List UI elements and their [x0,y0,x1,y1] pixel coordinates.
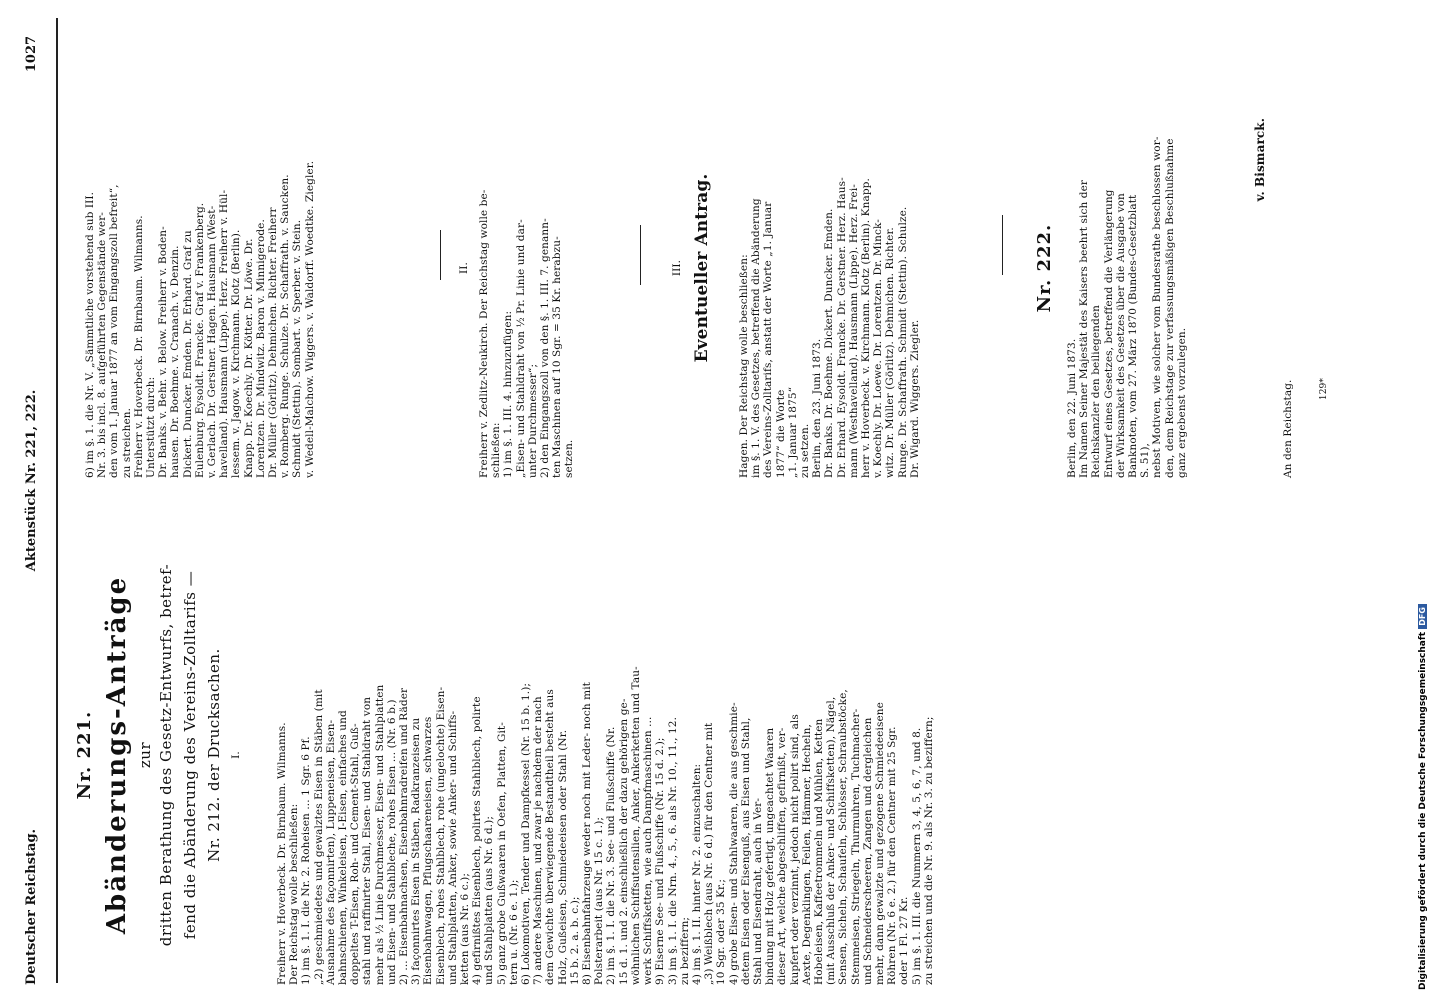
text-line: Unterstützt durch: [145,376,158,478]
left-title-block [72,525,246,985]
nr-221: Nr. 221. [74,710,95,800]
text-line: lessem. v. Jagow. v. Kirchmann. Klotz (Berlin). [230,229,243,478]
text-line: Hagen. Der Reichstag wolle beschließen: [738,254,750,478]
text-line: 4) im §. 1. II. hinter Nr. 2. einzuschalten: [690,763,703,985]
text-line: Berlin, den 23. Juni 1873. [811,338,824,478]
text-line: (mit Ausschluß der Anker- und Schiffsketten), Nägel, [825,696,838,985]
page-header [24,25,39,985]
text-line: Lorentzen. Dr. Mindwitz. Baron v. Minnigerode. [254,219,267,478]
text-line: 8) Eisenbahnfahrzeuge weder noch mit Leder- noch mit [581,682,594,985]
text-line: und Schneiderscheeren, Zangen und dergleichen [861,717,874,985]
text-line: den, dem Reichstage zur verfassungsmäßigen Beschlußnahme [1163,138,1176,478]
text-line: Reichskanzler den beiliegenden [1090,304,1103,478]
signature: v. Bismarck. [1253,118,1267,202]
text-line: stahl und raffinirter Stahl, Eisen- und Stahldraht von [361,696,374,985]
text-line: 2) im §. 1. I. die Nr. 3. See- und Flußschiffe (Nr. [605,726,618,985]
page-number: 1027 [24,35,39,73]
text-line: bindung mit Holz gefertigt, ungeachtet Waaren [764,727,777,985]
text-line: der Wirksamkeit des Gesetzes über die Ausgabe von [1114,193,1127,478]
text-line: ketten (aus Nr. 6 c.); [459,873,472,985]
text-line: zu streichen und die Nr. 9. als Nr. 3. zu beziffern; [922,716,935,985]
separator-rule-1 [440,230,441,280]
text-line: 3) im §. 1. I. die Nrn. 4., 5., 6. als Nr. 10., 11., 12. [666,716,679,985]
right-top-text [84,58,316,478]
text-line: 6) Lokomotiven, Tender und Dampfkessel (Nr. 15 b. 1.); [520,682,533,985]
section-i: I. [230,751,242,759]
text-line: 7) andere Maschinen, und zwar je nachdem der nach [532,696,545,985]
text-line: Ausnahme des façonnirten), Luppeneisen, Eisen- [324,719,337,985]
text-line: wöhnlichen Schiffsutensilien, Anker, Ankerketten und Tau- [629,666,642,985]
section-ii: II. [458,262,470,274]
text-line: Polsterarbeit (aus Nr. 15 c. 1.); [593,816,606,985]
header-middle: Aktenstück Nr. 221, 222. [24,389,39,572]
text-line: Schmidt (Stettin). Sombart. v. Sperber. v. Stein. [291,219,304,478]
text-line: 1) im §. 1. I. die Nr. 2. Roheisen ... 1 Sgr. 6 Pf. [300,736,313,985]
text-line: Freiherr v. Hoverbeck. Dr. Birnbaum. Wilmanns. [132,215,145,478]
text-line: schließen: [490,422,503,478]
text-line: mann (Westhavelland). Hausmann (Lippe). Herz. Frei- [847,184,860,478]
subtitle-line-2: fend die Abänderung des Vereins-Zolltarifs — [181,570,199,940]
text-line: Runge. Dr. Schaffrath. Schmidt (Stettin). Schulze. [896,206,909,478]
dfg-sidebar-text: Digitalisierung gefördert durch die Deutsche Forschungsgemeinschaft [1418,631,1428,990]
text-line: 3) façonnirtes Eisen in Stäben, Radkranzeisen zu [410,717,423,985]
text-line: Eisenblech, rohes Stahlblech, rohe (ungelochte) Eisen- [434,686,447,985]
text-line: und Eisen- und Stahlbleche, rohes Eisen ... (Nr. 6 b.) [385,699,398,985]
separator-rule-2 [640,225,641,285]
text-line: v. Koechly. Dr. Loewe. Dr. Lorentzen. Dr. Minck- [872,219,885,478]
text-line: im §. 1. V. des Gesetzes, betreffend die Abänderung [750,198,763,478]
text-line: und Stahlplatten (aus Nr. 6 d.); [483,816,496,985]
text-line: bahnschienen, Winkeleisen, I-Eisen, einfaches und [337,710,350,985]
text-line: Eulenburg. Eysoldt. Francke. Graf v. Frankenberg. [193,202,206,478]
text-line: zu setzen. [799,423,812,478]
text-line: Eisenbahnwagen, Pflugschaareneisen, schwarzes [422,716,435,985]
text-line: 1) im §. 1. III. 4. hinzuzufügen: [502,310,515,478]
header-left: Deutscher Reichstag. [24,828,39,985]
text-line: v. Gerlach. Dr. Gerstner. Hagen. Hausmann (West- [206,205,219,478]
text-line: „1. Januar 1875“ [786,386,799,478]
text-line: 1877“ die Worte [774,389,787,478]
text-line: witz. Dr. Müller (Görlitz). Dehmichen. Richter. [884,227,897,478]
nr-222: Nr. 222. [1034,223,1055,313]
text-line: mehr, dann gewalzte und gezogene Schmiedeeisene [873,702,886,985]
text-line: 10 Sgr. oder 35 Kr.; [715,878,728,985]
text-line: 15 b. 2. a. b. c.); [568,896,581,985]
text-line: Dr. Banks. Dr. Boehme. Dickert. Duncker. Emden. [823,208,836,478]
dfg-sidebar [1418,604,1428,990]
text-line: 5) ganz grobe Gußwaaren in Oefen, Platten, Git- [495,722,508,985]
text-line: herr v. Hoverbeck. v. Kirchmann. Klotz (Berlin). Knapp. [860,178,873,478]
text-line: zu streichen. [120,407,133,478]
text-line: Banknoten, vom 27. März 1870 (Bundes-Gesetzblatt [1127,194,1140,478]
text-line: Holz, Gußeisen, Schmiedeeisen oder Stahl (Nr. [556,729,569,985]
text-line: S. 51), [1139,443,1152,478]
text-line: „2) geschmiedetes und gewalztes Eisen in Stäben (mit [312,689,325,985]
section-ii-text [478,58,576,478]
text-line: „Eisen- und Stahldraht von ½ Pr. Linie und dar- [514,219,527,478]
separator-rule-3 [1002,215,1003,275]
subtitle-line-3: Nr. 212. der Drucksachen. [205,648,223,862]
text-line: Dr. Wigard. Wiggers. Ziegler. [908,319,921,478]
footer-number: 129* [1319,378,1329,401]
text-line: „3) Weißblech (aus Nr. 6 d.) für den Centner mit [703,722,716,985]
left-body-text [276,525,935,985]
text-line: oder 1 Fl. 27 Kr. [898,896,911,985]
text-line: 9) Eiserne See- und Flußschiffe (Nr. 15 d. 2.); [654,737,667,985]
text-line: dem Gewichte überwiegende Bestandtheil besteht aus [544,689,557,985]
text-line: Entwurf eines Gesetzes, betreffend die Verlängerung [1102,189,1115,478]
text-line: Berlin, den 22. Juni 1873. [1066,338,1078,478]
nr-222-text [1066,58,1188,478]
subtitle-line-1: dritten Berathung des Gesetz-Entwurfs, betref- [157,563,175,947]
text-line: setzen. [563,439,576,478]
dfg-badge: DFG [1418,604,1427,629]
section-ii-block [455,58,473,478]
text-line: des Vereins-Zolltarifs, anstatt der Worte „1. Januar [762,201,775,478]
text-line: 6) im §. 1. die Nr. V. „Sämmtliche vorstehend sub III. [84,191,96,478]
section-iii: III. [671,259,683,277]
nr-222-block [1030,58,1060,478]
text-line: Hobeleisen, Kaffeetrommeln und Mühlen, Ketten [812,718,825,985]
text-line: Freiherr v. Hoverbeck. Dr. Birnbaum. Wilmanns. [276,722,288,985]
text-line: Aexte, Degenklingen, Feilen, Hämmer, Hecheln, [800,724,813,985]
section-iii-text [738,58,921,478]
text-line: Freiherr v. Zedlitz-Neukirch. Der Reichstag wolle be- [478,189,490,478]
text-line: Sensen, Sicheln, Schaufeln, Schlösser, Schraubstöcke, [837,689,850,985]
text-line: Dr. Erhard. Eysoldt. Francke. Dr. Gerstner. Herz. Haus- [835,177,848,478]
text-line: 4) grobe Eisen- und Stahlwaaren, die aus geschmie- [727,702,740,985]
text-line: werk Schiffsketten, wie auch Dampfmaschinen ... [642,716,655,985]
text-line: nebst Motiven, wie solcher vom Bundesrathe beschlossen wor- [1151,136,1164,478]
text-line: v. Romberg. Runge. Schulze. Dr. Schaffrath. v. Saucken. [279,174,292,478]
section-iii-block [668,58,718,478]
text-line: doppeltes T-Eisen, Roh- und Cement-Stahl, Guß- [349,723,362,985]
doc-title: Abänderungs-Anträge [102,575,132,935]
text-line: Dickert. Duncker. Emden. Dr. Erhard. Graf zu [181,230,194,478]
header-rule [56,18,58,983]
addressee-block [1282,58,1294,478]
text-line: Nr. 3. bis incl. 8. aufgeführten Gegenstände wer- [96,212,109,478]
text-line: havelland). Hausmann (Lippe). Herz. Freiherr v. Hül- [218,189,231,478]
text-line: zu beziffern; [678,916,691,985]
text-line: Stemmeisen, Striegeln, Thurmuhren, Tuchmacher- [849,708,862,985]
text-line: 2) ... Eisenbahnachsen, Eisenbahnradreifen und Räder [398,687,411,985]
signature-block [1252,58,1268,478]
text-line: ten Maschinen auf 10 Sgr. = 35 Kr. herabzu- [551,236,564,478]
text-line: den vom 1. Januar 1877 an vom Eingangszoll befreit“, [108,184,121,478]
text-line: und Stahlplatten, Anker, sowie Anker- und Schiffs- [446,710,459,985]
text-line: 2) den Eingangszoll von den §. 1. III. 7. genann- [539,218,552,478]
text-line: Dr. Müller (Görlitz). Dehmichen. Richter. Freiherr [267,207,280,478]
text-line: dieser Art, welche abgeschliffen, gefirnißt, ver- [776,727,789,985]
text-line: hausen. Dr. Boehme. v. Cranach. v. Denzin. [169,245,182,478]
text-line: kupfert oder verzinnt, jedoch nicht polirt sind, als [788,714,801,985]
text-line: Knapp. Dr. Koechly. Dr. Kötter. Dr. Löwe. Dr. [242,238,255,478]
addressee: An den Reichstag. [1282,379,1294,478]
text-line: 15 d. 1. und 2. einschließlich der dazu gehörigen ge- [617,698,630,985]
text-line: Der Reichstag wolle beschließen: [288,803,301,985]
text-line: v. Wedell-Malchow. Wiggers. v. Waldorff. Woedtke. Ziegler. [303,160,316,478]
text-line: detem Eisen oder Eisenguß, aus Eisen und Stahl, [739,717,752,985]
text-line: Röhren (Nr. 6 e. 2.) für den Centner mit 25 Sgr. [886,726,899,985]
text-line: mehr als ½ Linie Durchmesser, Eisen- und Stahlplatten [373,684,386,985]
eventual-heading: Eventueller Antrag. [692,173,712,363]
text-line: Im Namen Seiner Majestät des Kaisers beehrt sich der [1078,179,1091,478]
text-line: tern u. (Nr. 6 e. 1.); [507,879,520,985]
zur-label: zur [136,741,154,769]
text-line: ganz ergebenst vorzulegen. [1175,327,1188,478]
text-line: 5) im §. 1. III. die Nummern 3, 4, 5, 6, 7, und 8. [910,727,923,985]
text-line: unter Durchmesser“; [526,363,539,478]
text-line: Dr. Banks. v. Behr. v. Below. Freiherr v. Boden- [157,226,170,478]
text-line: 4) gefirnißtes Eisenblech, polirtes Stahlblech, polirte [471,696,484,985]
text-line: Stahl und Eisendraht, auch in Ver- [751,797,764,985]
footer-block [1318,58,1330,478]
